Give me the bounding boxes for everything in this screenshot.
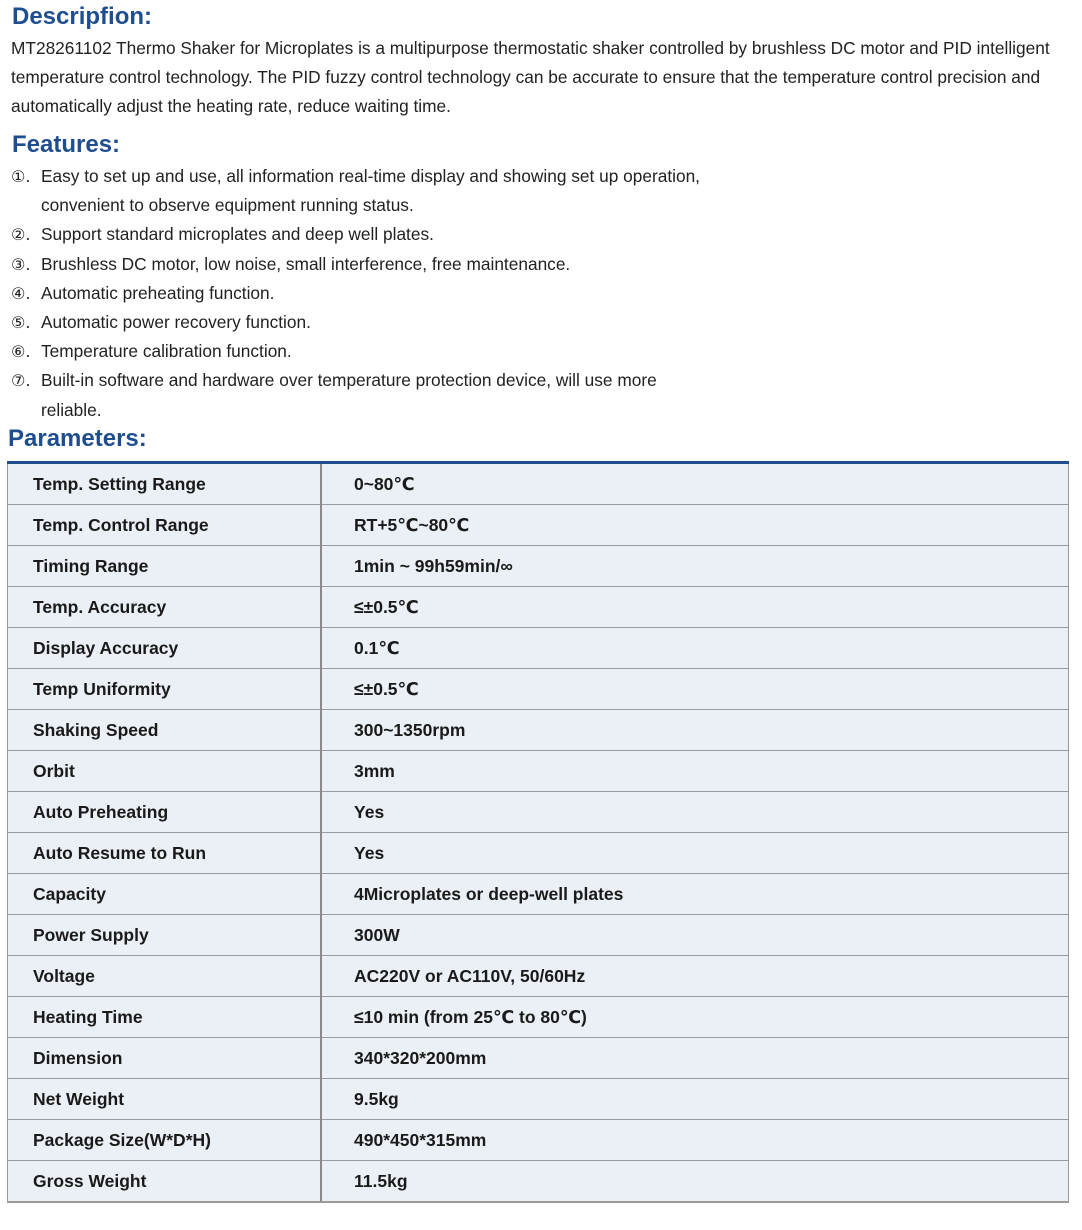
- param-label: Capacity: [8, 874, 322, 915]
- param-label: Voltage: [8, 956, 322, 997]
- param-value: RT+5℃~80℃: [321, 505, 1069, 546]
- param-value: 9.5kg: [321, 1079, 1069, 1120]
- feature-item: [11, 162, 711, 220]
- param-value: 1min ~ 99h59min/∞: [321, 546, 1069, 587]
- description-heading: Descripfion:: [12, 3, 153, 30]
- param-label: Heating Time: [8, 997, 322, 1038]
- table-row: [8, 874, 1069, 915]
- param-value: AC220V or AC110V, 50/60Hz: [321, 956, 1069, 997]
- feature-text: Support standard microplates and deep well plates.: [41, 224, 434, 245]
- table-row: [8, 1161, 1069, 1203]
- table-row: [8, 751, 1069, 792]
- feature-item: [11, 337, 711, 366]
- parameters-table: [7, 461, 1069, 1203]
- feature-number: ①.: [11, 167, 31, 186]
- table-row: [8, 1120, 1069, 1161]
- param-label: Power Supply: [8, 915, 322, 956]
- param-value: ≤±0.5℃: [321, 587, 1069, 628]
- features-heading: Features:: [12, 131, 121, 158]
- param-label: Net Weight: [8, 1079, 322, 1120]
- param-label: Shaking Speed: [8, 710, 322, 751]
- table-row: [8, 669, 1069, 710]
- param-label: Temp. Control Range: [8, 505, 322, 546]
- table-row: [8, 1079, 1069, 1120]
- param-value: Yes: [321, 833, 1069, 874]
- param-label: Temp. Accuracy: [8, 587, 322, 628]
- param-value: 340*320*200mm: [321, 1038, 1069, 1079]
- table-row: [8, 915, 1069, 956]
- feature-item: [11, 279, 711, 308]
- table-row: [8, 710, 1069, 751]
- feature-number: ⑤.: [11, 313, 31, 333]
- parameters-heading: Parameters:: [8, 425, 147, 452]
- param-value: ≤10 min (from 25℃ to 80℃): [321, 997, 1069, 1038]
- feature-item: [11, 366, 711, 424]
- feature-item: [11, 250, 711, 279]
- table-row: [8, 505, 1069, 546]
- param-value: Yes: [321, 792, 1069, 833]
- table-row: [8, 792, 1069, 833]
- feature-number: ⑥.: [11, 342, 31, 362]
- table-row: [8, 587, 1069, 628]
- table-row: [8, 956, 1069, 997]
- param-value: 4Microplates or deep-well plates: [321, 874, 1069, 915]
- table-row: [8, 1038, 1069, 1079]
- param-label: Temp. Setting Range: [8, 463, 322, 505]
- feature-text: Easy to set up and use, all information real-time display and showing set up operation, convenient to observe equipment running status.: [41, 166, 700, 216]
- feature-text: Temperature calibration function.: [41, 341, 292, 362]
- feature-text: Automatic preheating function.: [41, 282, 275, 303]
- param-label: Gross Weight: [8, 1161, 322, 1203]
- param-value: 490*450*315mm: [321, 1120, 1069, 1161]
- param-value: 11.5kg: [321, 1161, 1069, 1203]
- param-label: Package Size(W*D*H): [8, 1120, 322, 1161]
- feature-text: Built-in software and hardware over temperature protection device, will use more reliable.: [41, 370, 657, 420]
- feature-number: ④.: [11, 283, 31, 303]
- param-label: Dimension: [8, 1038, 322, 1079]
- param-value: 300~1350rpm: [321, 710, 1069, 751]
- feature-number: ②.: [11, 225, 31, 245]
- description-text: MT28261102 Thermo Shaker for Microplates is a multipurpose thermostatic shaker controlled by brushless DC motor and PID intelligent temperature control technology. The PID fuzzy control technology can be accurate to ensure that the temperature control precision and automatically adjust the heating rate, reduce waiting time.: [11, 38, 1050, 116]
- features-list: [11, 162, 711, 425]
- feature-text: Automatic power recovery function.: [41, 312, 311, 333]
- table-row: [8, 997, 1069, 1038]
- table-row: [8, 546, 1069, 587]
- param-value: 3mm: [321, 751, 1069, 792]
- param-label: Timing Range: [8, 546, 322, 587]
- table-row: [8, 463, 1069, 505]
- param-value: 0~80℃: [321, 463, 1069, 505]
- feature-text: Brushless DC motor, low noise, small interference, free maintenance.: [41, 253, 571, 274]
- param-value: 300W: [321, 915, 1069, 956]
- param-value: ≤±0.5℃: [321, 669, 1069, 710]
- param-label: Display Accuracy: [8, 628, 322, 669]
- table-row: [8, 628, 1069, 669]
- param-label: Auto Resume to Run: [8, 833, 322, 874]
- feature-number: ③.: [11, 254, 31, 274]
- feature-item: [11, 220, 711, 249]
- param-value: 0.1℃: [321, 628, 1069, 669]
- param-label: Auto Preheating: [8, 792, 322, 833]
- feature-item: [11, 308, 711, 337]
- param-label: Orbit: [8, 751, 322, 792]
- table-row: [8, 833, 1069, 874]
- feature-number: ⑦.: [11, 371, 31, 391]
- param-label: Temp Uniformity: [8, 669, 322, 710]
